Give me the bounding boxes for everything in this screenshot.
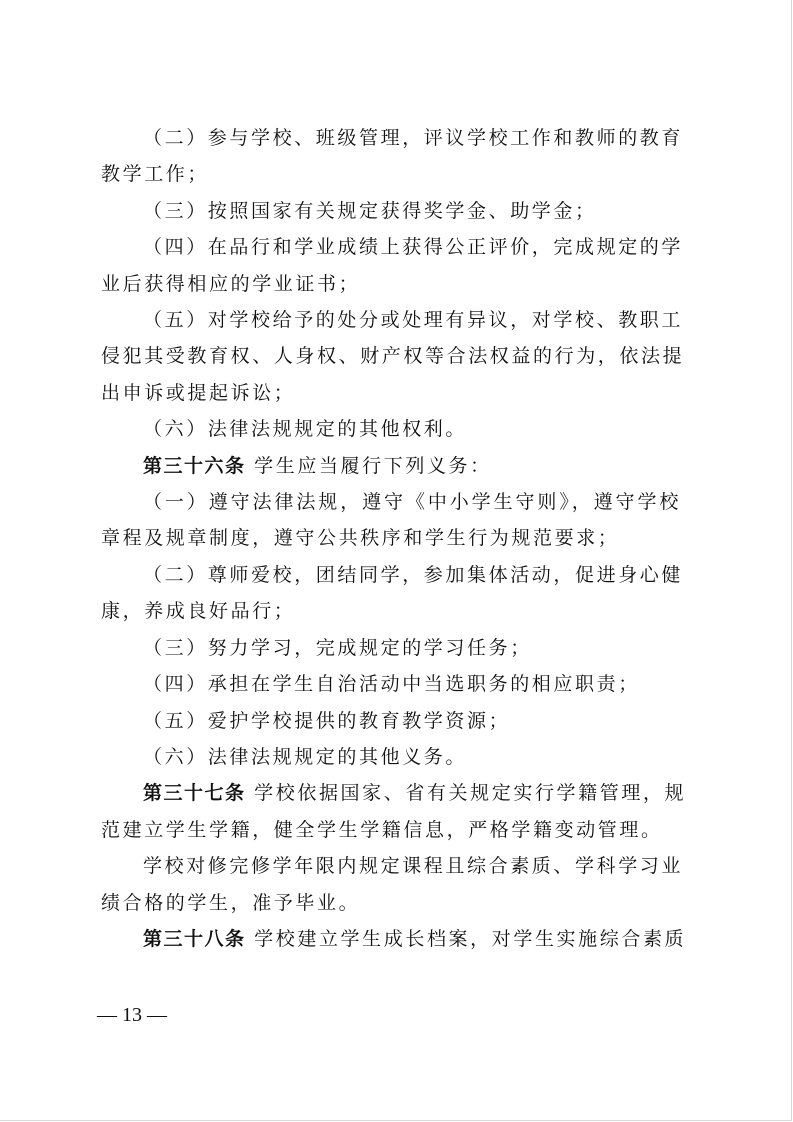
text-line [101, 338, 685, 374]
article-line [101, 448, 681, 484]
article-line [101, 775, 687, 811]
line-text: 学生应当履行下列义务： [245, 454, 492, 477]
line-text: （二）尊师爱校，团结同学，参加集体活动，促进身心健 [143, 563, 684, 586]
text-line [101, 302, 684, 338]
line-text: 学校建立学生成长档案，对学生实施综合素质 [245, 927, 687, 950]
article-heading: 第三十八条 [143, 927, 246, 950]
line-text: （一）遵守法律法规，遵守《中小学生守则》，遵守学校 [143, 491, 681, 514]
line-text: 出申诉或提起诉讼； [101, 381, 296, 404]
text-line [101, 739, 681, 775]
text-line [101, 848, 684, 884]
text-line [101, 120, 684, 156]
text-line [101, 375, 681, 411]
line-text: 学校依据国家、省有关规定实行学籍管理，规 [245, 782, 687, 805]
text-line [101, 193, 681, 229]
article-heading: 第三十七条 [143, 782, 246, 805]
article-heading: 第三十六条 [143, 454, 246, 477]
text-line [101, 411, 681, 447]
text-line [101, 557, 684, 593]
text-line [101, 630, 681, 666]
line-text: （三）努力学习，完成规定的学习任务； [143, 636, 532, 659]
line-text: 康，养成良好品行； [101, 600, 296, 623]
line-text: （四）在品行和学业成绩上获得公正评价，完成规定的学 [143, 236, 684, 259]
text-line [101, 885, 681, 921]
text-line [101, 484, 681, 520]
text-line [101, 229, 684, 265]
line-text: 绩合格的学生，准予毕业。 [101, 891, 361, 914]
line-text: （二）参与学校、班级管理，评议学校工作和教师的教育 [143, 127, 684, 149]
line-text: 范建立学生学籍，健全学生学籍信息，严格学籍变动管理。 [101, 818, 663, 841]
article-line [101, 921, 687, 957]
text-line [101, 520, 681, 556]
page-number: — 13 — [97, 1004, 167, 1026]
text-line [101, 666, 681, 702]
line-text: 业后获得相应的学业证书； [101, 272, 361, 295]
line-text: （六）法律法规规定的其他义务。 [143, 745, 468, 768]
text-line [101, 593, 681, 629]
text-line [101, 266, 681, 302]
document-body [101, 120, 687, 957]
line-text: 侵犯其受教育权、人身权、财产权等合法权益的行为，依法提 [101, 345, 685, 368]
text-line [101, 812, 681, 848]
line-text: （三）按照国家有关规定获得奖学金、助学金； [143, 199, 597, 222]
line-text: 章程及规章制度，遵守公共秩序和学生行为规范要求； [101, 527, 620, 550]
text-line [101, 156, 681, 192]
line-text: （六）法律法规规定的其他权利。 [143, 418, 468, 441]
line-text: （四）承担在学生自治活动中当选职务的相应职责； [143, 673, 640, 696]
line-text: 学校对修完修学年限内规定课程且综合素质、学科学习业 [143, 855, 684, 878]
text-line [101, 703, 681, 739]
line-text: （五）爱护学校提供的教育教学资源； [143, 709, 511, 732]
line-text: 教学工作； [101, 163, 210, 186]
line-text: （五）对学校给予的处分或处理有异议，对学校、教职工 [143, 309, 684, 332]
